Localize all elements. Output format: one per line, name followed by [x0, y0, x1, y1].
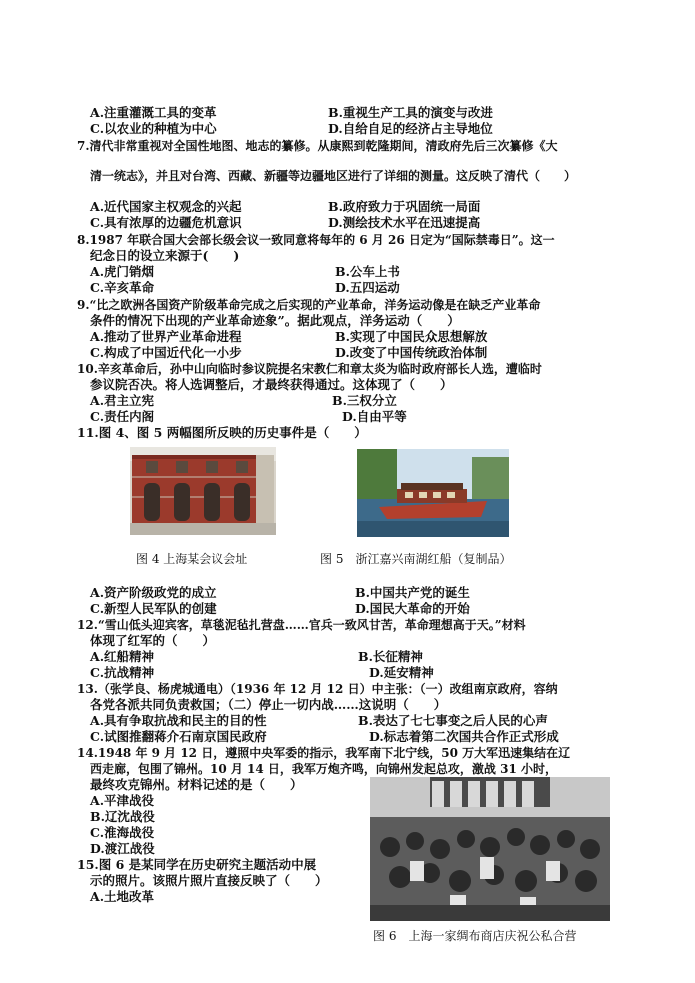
q7-option-a: A.近代国家主权观念的兴起 — [90, 199, 242, 214]
figure-4-meeting-site-photo — [130, 447, 276, 535]
q10-stem-line2: 参议院否决。将人选调整后，才最终获得通过。这体现了（ ） — [90, 377, 453, 392]
q13-stem-line1: 13.（张学良、杨虎城通电）（1936 年 12 月 12 日）中主张：（一）改组南京政府，容纳 — [77, 682, 558, 696]
q7-stem-line1: 7.清代非常重视对全国性地图、地志的纂修。从康熙到乾隆期间，清政府先后三次纂修《大 — [77, 139, 558, 153]
figure-6-celebration-photo — [370, 777, 610, 921]
q8-option-d: D.五四运动 — [335, 280, 400, 295]
q11-option-a: A.资产阶级政党的成立 — [90, 585, 217, 600]
figure-5-red-boat-photo — [357, 449, 509, 537]
q13-option-b: B.表达了七七事变之后人民的心声 — [358, 713, 548, 728]
q15-stem-line1: 15.图 6 是某同学在历史研究主题活动中展 — [77, 857, 317, 872]
q8-stem-line2: 纪念日的设立来源于( ) — [90, 248, 240, 263]
q13-option-c: C.试图推翻蒋介石南京国民政府 — [90, 729, 267, 744]
q10-option-c: C.责任内阁 — [90, 409, 155, 424]
q8-option-b: B.公车上书 — [335, 264, 400, 279]
q14-stem-line1: 14.1948 年 9 月 12 日，遵照中央军委的指示，我军南下北宁线，50 万大军迅速集结在辽 — [77, 746, 571, 760]
q7-option-c: C.具有浓厚的边疆危机意识 — [90, 215, 242, 230]
q14-stem-line3: 最终攻克锦州。材料记述的是（ ） — [90, 777, 303, 792]
q9-option-d: D.改变了中国传统政治体制 — [335, 345, 488, 360]
q10-option-b: B.三权分立 — [332, 393, 397, 408]
q7-option-b: B.政府致力于巩固统一局面 — [328, 199, 481, 214]
q9-option-a: A.推动了世界产业革命进程 — [90, 329, 242, 344]
q9-stem-line2: 条件的情况下出现的产业革命迹象”。据此观点，洋务运动（ ） — [90, 313, 460, 328]
figure-5-caption: 图 5 浙江嘉兴南湖红船（复制品） — [320, 552, 512, 566]
q14-option-c: C.淮海战役 — [90, 825, 155, 840]
q14-option-d: D.渡江战役 — [90, 841, 155, 856]
q8-option-a: A.虎门销烟 — [90, 264, 155, 279]
q11-option-b: B.中国共产党的诞生 — [355, 585, 470, 600]
q6-option-b: B.重视生产工具的演变与改进 — [328, 105, 493, 120]
q7-option-d: D.测绘技术水平在迅速提高 — [328, 215, 481, 230]
q12-option-b: B.长征精神 — [358, 649, 423, 664]
q12-option-a: A.红船精神 — [90, 649, 155, 664]
q9-option-c: C.构成了中国近代化一小步 — [90, 345, 242, 360]
q13-option-d: D.标志着第二次国共合作正式形成 — [369, 729, 559, 744]
q14-option-b: B.辽沈战役 — [90, 809, 155, 824]
q12-option-c: C.抗战精神 — [90, 665, 155, 680]
q9-option-b: B.实现了中国民众思想解放 — [335, 329, 488, 344]
q10-option-a: A.君主立宪 — [90, 393, 155, 408]
q8-option-c: C.辛亥革命 — [90, 280, 155, 295]
figure-4-caption: 图 4 上海某会议会址 — [136, 552, 248, 566]
q6-option-c: C.以农业的种植为中心 — [90, 121, 217, 136]
q10-stem-line1: 10.辛亥革命后，孙中山向临时参议院提名宋教仁和章太炎为临时政府部长人选，遭临时 — [77, 362, 542, 376]
q14-option-a: A.平津战役 — [90, 793, 155, 808]
q12-stem-line1: 12.“雪山低头迎宾客，草毯泥毡扎营盘……官兵一致风甘苦，革命理想高于天。”材料 — [77, 618, 526, 632]
q11-option-d: D.国民大革命的开始 — [355, 601, 470, 616]
q13-stem-line2: 各党各派共同负责救国；（二）停止一切内战……这说明（ ） — [90, 697, 447, 712]
q11-option-c: C.新型人民军队的创建 — [90, 601, 217, 616]
q9-stem-line1: 9.“比之欧洲各国资产阶级革命完成之后实现的产业革命，洋务运动像是在缺乏产业革命 — [77, 298, 541, 312]
q6-option-d: D.自给自足的经济占主导地位 — [328, 121, 493, 136]
q8-stem-line1: 8.1987 年联合国大会部长级会议一致同意将每年的 6 月 26 日定为“国际禁毒日”。这一 — [77, 233, 555, 247]
q7-stem-line2: 清一统志》，并且对台湾、西藏、新疆等边疆地区进行了详细的测量。这反映了清代（ ） — [90, 169, 577, 183]
q15-option-a: A.土地改革 — [90, 889, 155, 904]
q6-option-a: A.注重灌溉工具的变革 — [90, 105, 217, 120]
q11-stem: 11.图 4、图 5 两幅图所反映的历史事件是（ ） — [77, 425, 367, 440]
q10-option-d: D.自由平等 — [342, 409, 407, 424]
q12-stem-line2: 体现了红军的（ ） — [90, 633, 216, 648]
q14-stem-line2: 西走廊，包围了锦州。10 月 14 日，我军万炮齐鸣，向锦州发起总攻，激战 31 小时， — [90, 762, 557, 776]
q15-stem-line2: 示的照片。该照片照片直接反映了（ ） — [90, 873, 328, 888]
figure-6-caption: 图 6 上海一家绸布商店庆祝公私合营 — [373, 929, 577, 943]
q13-option-a: A.具有争取抗战和民主的目的性 — [90, 713, 267, 728]
q12-option-d: D.延安精神 — [369, 665, 434, 680]
